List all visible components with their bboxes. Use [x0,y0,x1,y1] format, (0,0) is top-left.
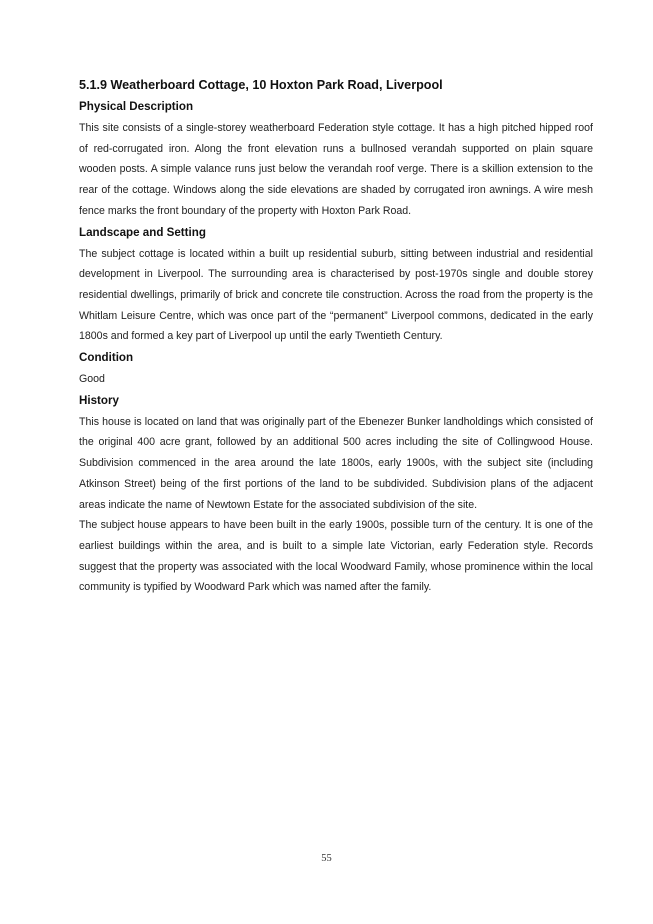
physical-description-text: This site consists of a single-storey weatherboard Federation style cottage. It has a high pitched hipped roof of red-corrugated iron. Along the front elevation runs a bullnosed verandah supported on plain square wooden posts. A simple valance runs just below the verandah roof verge. There is a skillion extension to the rear of the cottage. Windows along the side elevations are shaded by corrugated iron awnings. A wire mesh fence marks the front boundary of the property with Hoxton Park Road. [79,122,593,217]
document-page [79,74,593,598]
landscape-heading: Landscape and Setting [79,225,206,239]
section-heading: 5.1.9 Weatherboard Cottage, 10 Hoxton Park Road, Liverpool [79,78,443,92]
history-heading: History [79,393,119,407]
page-number: 55 [321,853,332,864]
landscape-text: The subject cottage is located within a built up residential suburb, sitting between industrial and residential development in Liverpool. The surrounding area is characterised by post-1970s single and double storey residential dwellings, primarily of brick and concrete tile construction. Across the road from the property is the Whitlam Leisure Centre, which was once part of the “permanent” Liverpool commons, dedicated in the early 1800s and formed a key part of Liverpool up until the early Twentieth Century. [79,247,593,343]
history-paragraph-1: This house is located on land that was originally part of the Ebenezer Bunker landholdings which consisted of the original 400 acre grant, followed by an additional 500 acres including the site of Collingwood House. Subdivision commenced in the area around the late 1800s, early 1900s, with the subject site (including Atkinson Street) being of the first portions of the land to be subdivided. Subdivision plans of the adjacent areas indicate the name of Newtown Estate for the associated subdivision of the site. [79,415,593,511]
history-paragraph-2: The subject house appears to have been built in the early 1900s, possible turn of the century. It is one of the earliest buildings within the area, and is built to a simple late Victorian, early Federation style. Records suggest that the property was associated with the local Woodward Family, whose prominence within the local community is typified by Woodward Park which was named after the family. [79,519,593,594]
physical-description-heading: Physical Description [79,100,194,113]
condition-heading: Condition [79,351,134,365]
condition-text: Good [79,373,105,386]
